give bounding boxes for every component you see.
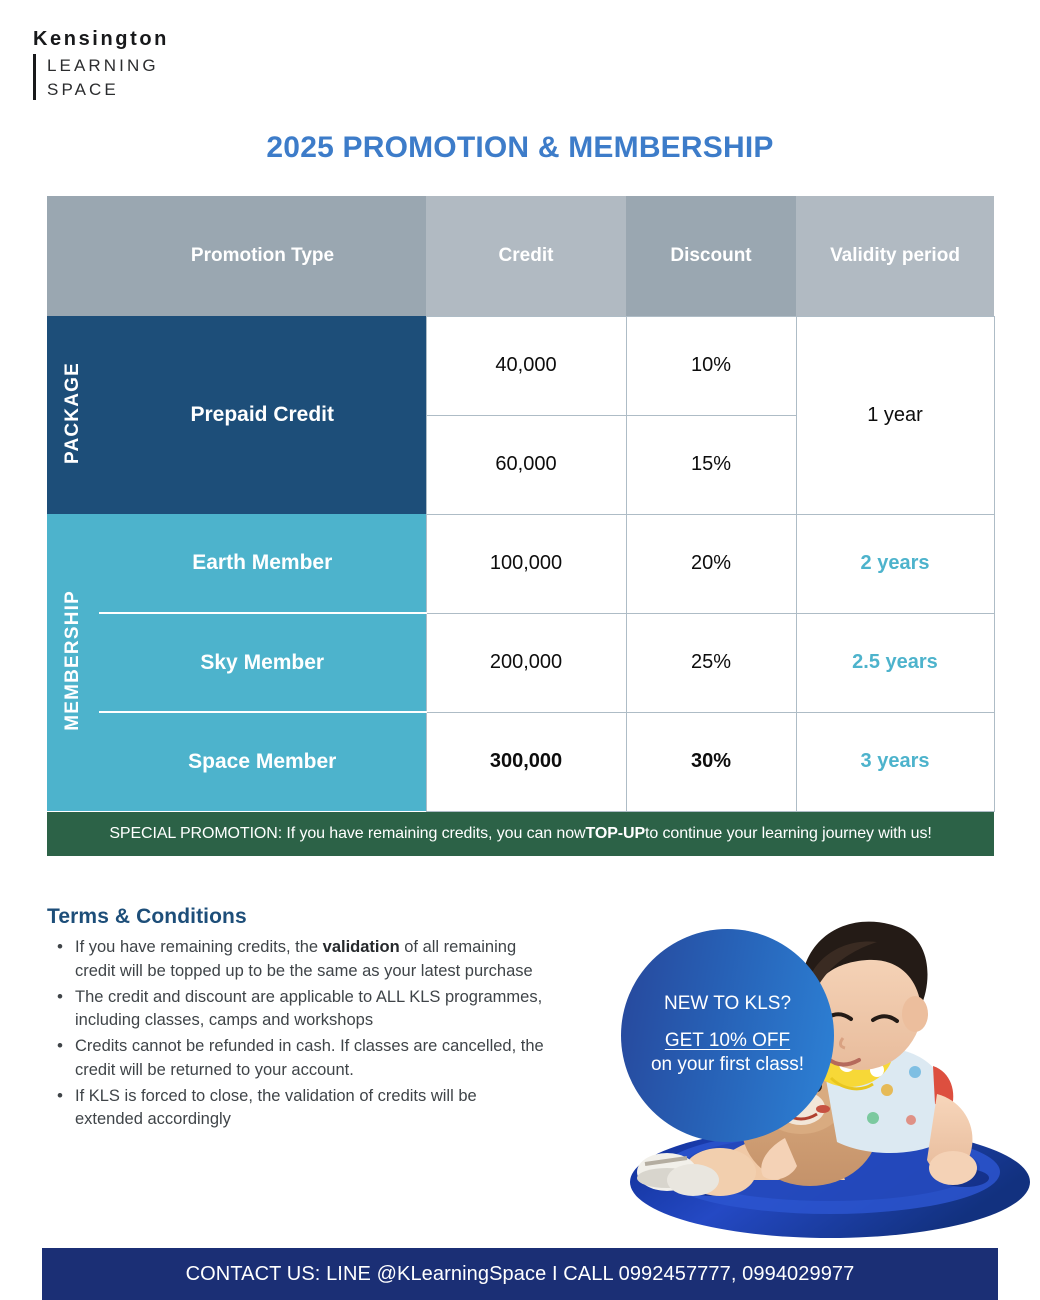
logo-divider-bar: [33, 54, 36, 100]
cell-discount: 25%: [626, 613, 796, 712]
row-name-space-member: Space Member: [99, 712, 426, 811]
cell-credit: 100,000: [426, 514, 626, 613]
promotion-table-wrapper: [47, 196, 994, 856]
badge-line-2: GET 10% OFF: [664, 1030, 791, 1052]
row-name-prepaid-credit: Prepaid Credit: [99, 316, 426, 514]
cell-credit: 300,000: [426, 712, 626, 811]
table-row: [47, 316, 994, 415]
list-item: • If KLS is forced to close, the validation of credits will be extended accordingly: [47, 1085, 547, 1133]
list-item: • Credits cannot be refunded in cash. If classes are cancelled, the credit will be returned to your account.: [47, 1035, 547, 1083]
contact-footer: CONTACT US: LINE @KLearningSpace I CALL 0992457777, 0994029977: [42, 1248, 998, 1300]
cell-validity: 2.5 years: [796, 613, 994, 712]
row-name-earth-member: Earth Member: [99, 514, 426, 613]
cell-discount: 30%: [626, 712, 796, 811]
logo-line-space: SPACE: [47, 80, 119, 100]
header-spacer: [47, 196, 99, 316]
badge-line-1: NEW TO KLS?: [663, 993, 792, 1015]
cell-validity: 1 year: [796, 316, 994, 514]
header-credit: Credit: [426, 196, 626, 316]
cell-validity: 3 years: [796, 712, 994, 811]
group-label-package: PACKAGE: [47, 316, 99, 514]
cell-validity: 2 years: [796, 514, 994, 613]
banner-text-suffix: to continue your learning journey with us!: [645, 824, 932, 842]
logo-line-learning: LEARNING: [47, 56, 159, 75]
table-header-row: [47, 196, 994, 316]
cell-credit: 40,000: [426, 316, 626, 415]
banner-text-prefix: SPECIAL PROMOTION: If you have remaining credits, you can now: [109, 824, 586, 842]
page-title: 2025 PROMOTION & MEMBERSHIP: [266, 131, 774, 164]
cell-discount: 20%: [626, 514, 796, 613]
cell-credit: 60,000: [426, 415, 626, 514]
table-row: [47, 514, 994, 613]
terms-list: [47, 936, 547, 1132]
cell-credit: 200,000: [426, 613, 626, 712]
terms-and-conditions: [47, 905, 547, 1134]
brand-logo: [33, 28, 169, 102]
row-name-sky-member: Sky Member: [99, 613, 426, 712]
badge-line-3: on your first class!: [650, 1054, 805, 1076]
banner-text-highlight: TOP-UP: [585, 824, 646, 842]
group-label-membership: MEMBERSHIP: [47, 514, 99, 811]
header-validity-period: Validity period: [796, 196, 994, 316]
promotion-table: [47, 196, 995, 812]
cell-discount: 10%: [626, 316, 796, 415]
special-promotion-banner: [47, 812, 994, 856]
cell-discount: 15%: [626, 415, 796, 514]
table-row: [47, 712, 994, 811]
terms-heading: Terms & Conditions: [47, 905, 247, 928]
header-promotion-type: Promotion Type: [99, 196, 426, 316]
list-item: • The credit and discount are applicable to ALL KLS programmes, including classes, camps and workshops: [47, 986, 547, 1034]
list-item: • If you have remaining credits, the validation of all remaining credit will be topped up to be the same as your latest purchase: [47, 936, 547, 984]
table-row: [47, 613, 994, 712]
header-discount: Discount: [626, 196, 796, 316]
logo-brand-name: Kensington: [33, 28, 169, 50]
new-customer-offer-badge[interactable]: [621, 929, 834, 1142]
